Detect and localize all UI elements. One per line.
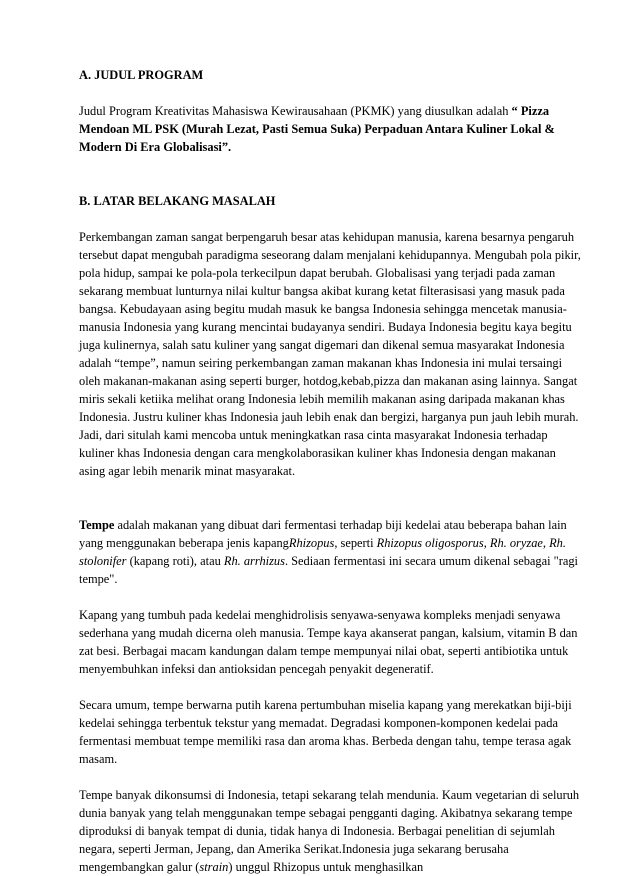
species-oligosporus: Rhizopus oligosporus (376, 536, 484, 550)
program-title-paragraph (79, 102, 582, 156)
species-stolonifer: Rh. stolonifer (79, 536, 566, 568)
tempe-term: Tempe (79, 518, 115, 532)
tempe-definition-paragraph (79, 516, 582, 588)
tempe-global-paragraph (79, 786, 582, 876)
tempe-text-6: . Sediaan fermentasi ini secara umum dikenal sebagai "ragi tempe". (79, 554, 578, 586)
species-rhizopus: Rhizopus (288, 536, 335, 550)
species-arrhizus: Rh. arrhizus (223, 554, 285, 568)
program-title-intro: Judul Program Kreativitas Mahasiswa Kewirausahaan (PKMK) yang diusulkan adalah (79, 104, 512, 118)
tempe-global-text-1: Tempe banyak dikonsumsi di Indonesia, tetapi sekarang telah mendunia. Kaum vegetarian di seluruh dunia banyak yang telah menggunakan tempe sebagai pengganti daging. Akibatnya sekarang tempe diproduksi di banyak tempat di dunia, tidak hanya di Indonesia. Berbagai penelitian di sejumlah negara, seperti Jerman, Jepang, dan Amerika Serikat.Indonesia juga sekarang berusaha mengembangkan galur ( (79, 788, 580, 874)
section-a-heading: A. JUDUL PROGRAM (79, 68, 204, 82)
program-title: “ Pizza Mendoan ML PSK (Murah Lezat, Pasti Semua Suka) Perpaduan Antara Kuliner Lokal & Modern Di Era Globalisasi”. (79, 104, 555, 154)
species-oryzae: Rh. oryzae (489, 536, 543, 550)
background-paragraph: Perkembangan zaman sangat berpengaruh besar atas kehidupan manusia, karena besarnya pengaruh tersebut dapat mengubah paradigma seseorang dalam menjalani kehidupannya. Mengubah pola pikir, pola hidup, sampai ke pola-pola terkecilpun dapat berubah. Globalisasi yang terjadi pada zaman sekarang membuat lunturnya nilai kultur bangsa akibat kurang ketat filterasisasi yang masuk pada bangsa. Kebudayaan asing begitu mudah masuk ke bangsa Indonesia sehingga mencetak manusia-manusia Indonesia yang kurang mencintai budayanya sendiri. Budaya Indonesia begitu kaya begitu juga kulinernya, salah satu kuliner yang sangat digemari dan dikenal semua masyarakat Indonesia adalah “tempe”, namun seiring perkembangan zaman makanan khas Indonesia ini mulai tersaingi oleh makanan-makanan asing seperti burger, hotdog,kebab,pizza dan makanan asing lainnya. Sangat miris sekali ketiika melihat orang Indonesia lebih memilih makanan asing daripada makanan khas Indonesia. Justru kuliner khas Indonesia jauh lebih enak dan bergizi, harganya pun jauh lebih murah. Jadi, dari situlah kami mencoba untuk meningkatkan rasa cinta masyarakat Indonesia terhadap kuliner khas Indonesia dengan cara mengkolaborasikan kuliner khas Indonesia dengan makanan asing agar lebih menarik minat masyarakat. (79, 230, 581, 478)
strain-term: strain (199, 860, 229, 874)
tempe-text-1: adalah makanan yang dibuat dari fermentasi terhadap biji kedelai atau beberapa bahan lain yang menggunakan beberapa jenis kapang (79, 518, 567, 550)
section-b-heading: B. LATAR BELAKANG MASALAH (79, 194, 276, 208)
tempe-text-2: , seperti (334, 536, 377, 550)
tempe-text-4: , (542, 536, 550, 550)
tempe-text-5: (kapang roti), atau (126, 554, 224, 568)
tempe-global-text-2: ) unggul Rhizopus untuk menghasilkan (228, 860, 424, 874)
tempe-appearance-paragraph: Secara umum, tempe berwarna putih karena pertumbuhan miselia kapang yang merekatkan biji-biji kedelai sehingga terbentuk tekstur yang memadat. Degradasi komponen-komponen kedelai pada fermentasi membuat tempe memiliki rasa dan aroma khas. Berbeda dengan tahu, tempe terasa agak masam. (79, 698, 572, 766)
tempe-nutrition-paragraph: Kapang yang tumbuh pada kedelai menghidrolisis senyawa-senyawa kompleks menjadi senyawa sederhana yang mudah dicerna oleh manusia. Tempe kaya akanserat pangan, kalsium, vitamin B dan zat besi. Berbagai macam kandungan dalam tempe mempunyai nilai obat, seperti antibiotika untuk menyembuhkan infeksi dan antioksidan pencegah penyakit degeneratif. (79, 608, 578, 676)
tempe-text-3: , (483, 536, 490, 550)
